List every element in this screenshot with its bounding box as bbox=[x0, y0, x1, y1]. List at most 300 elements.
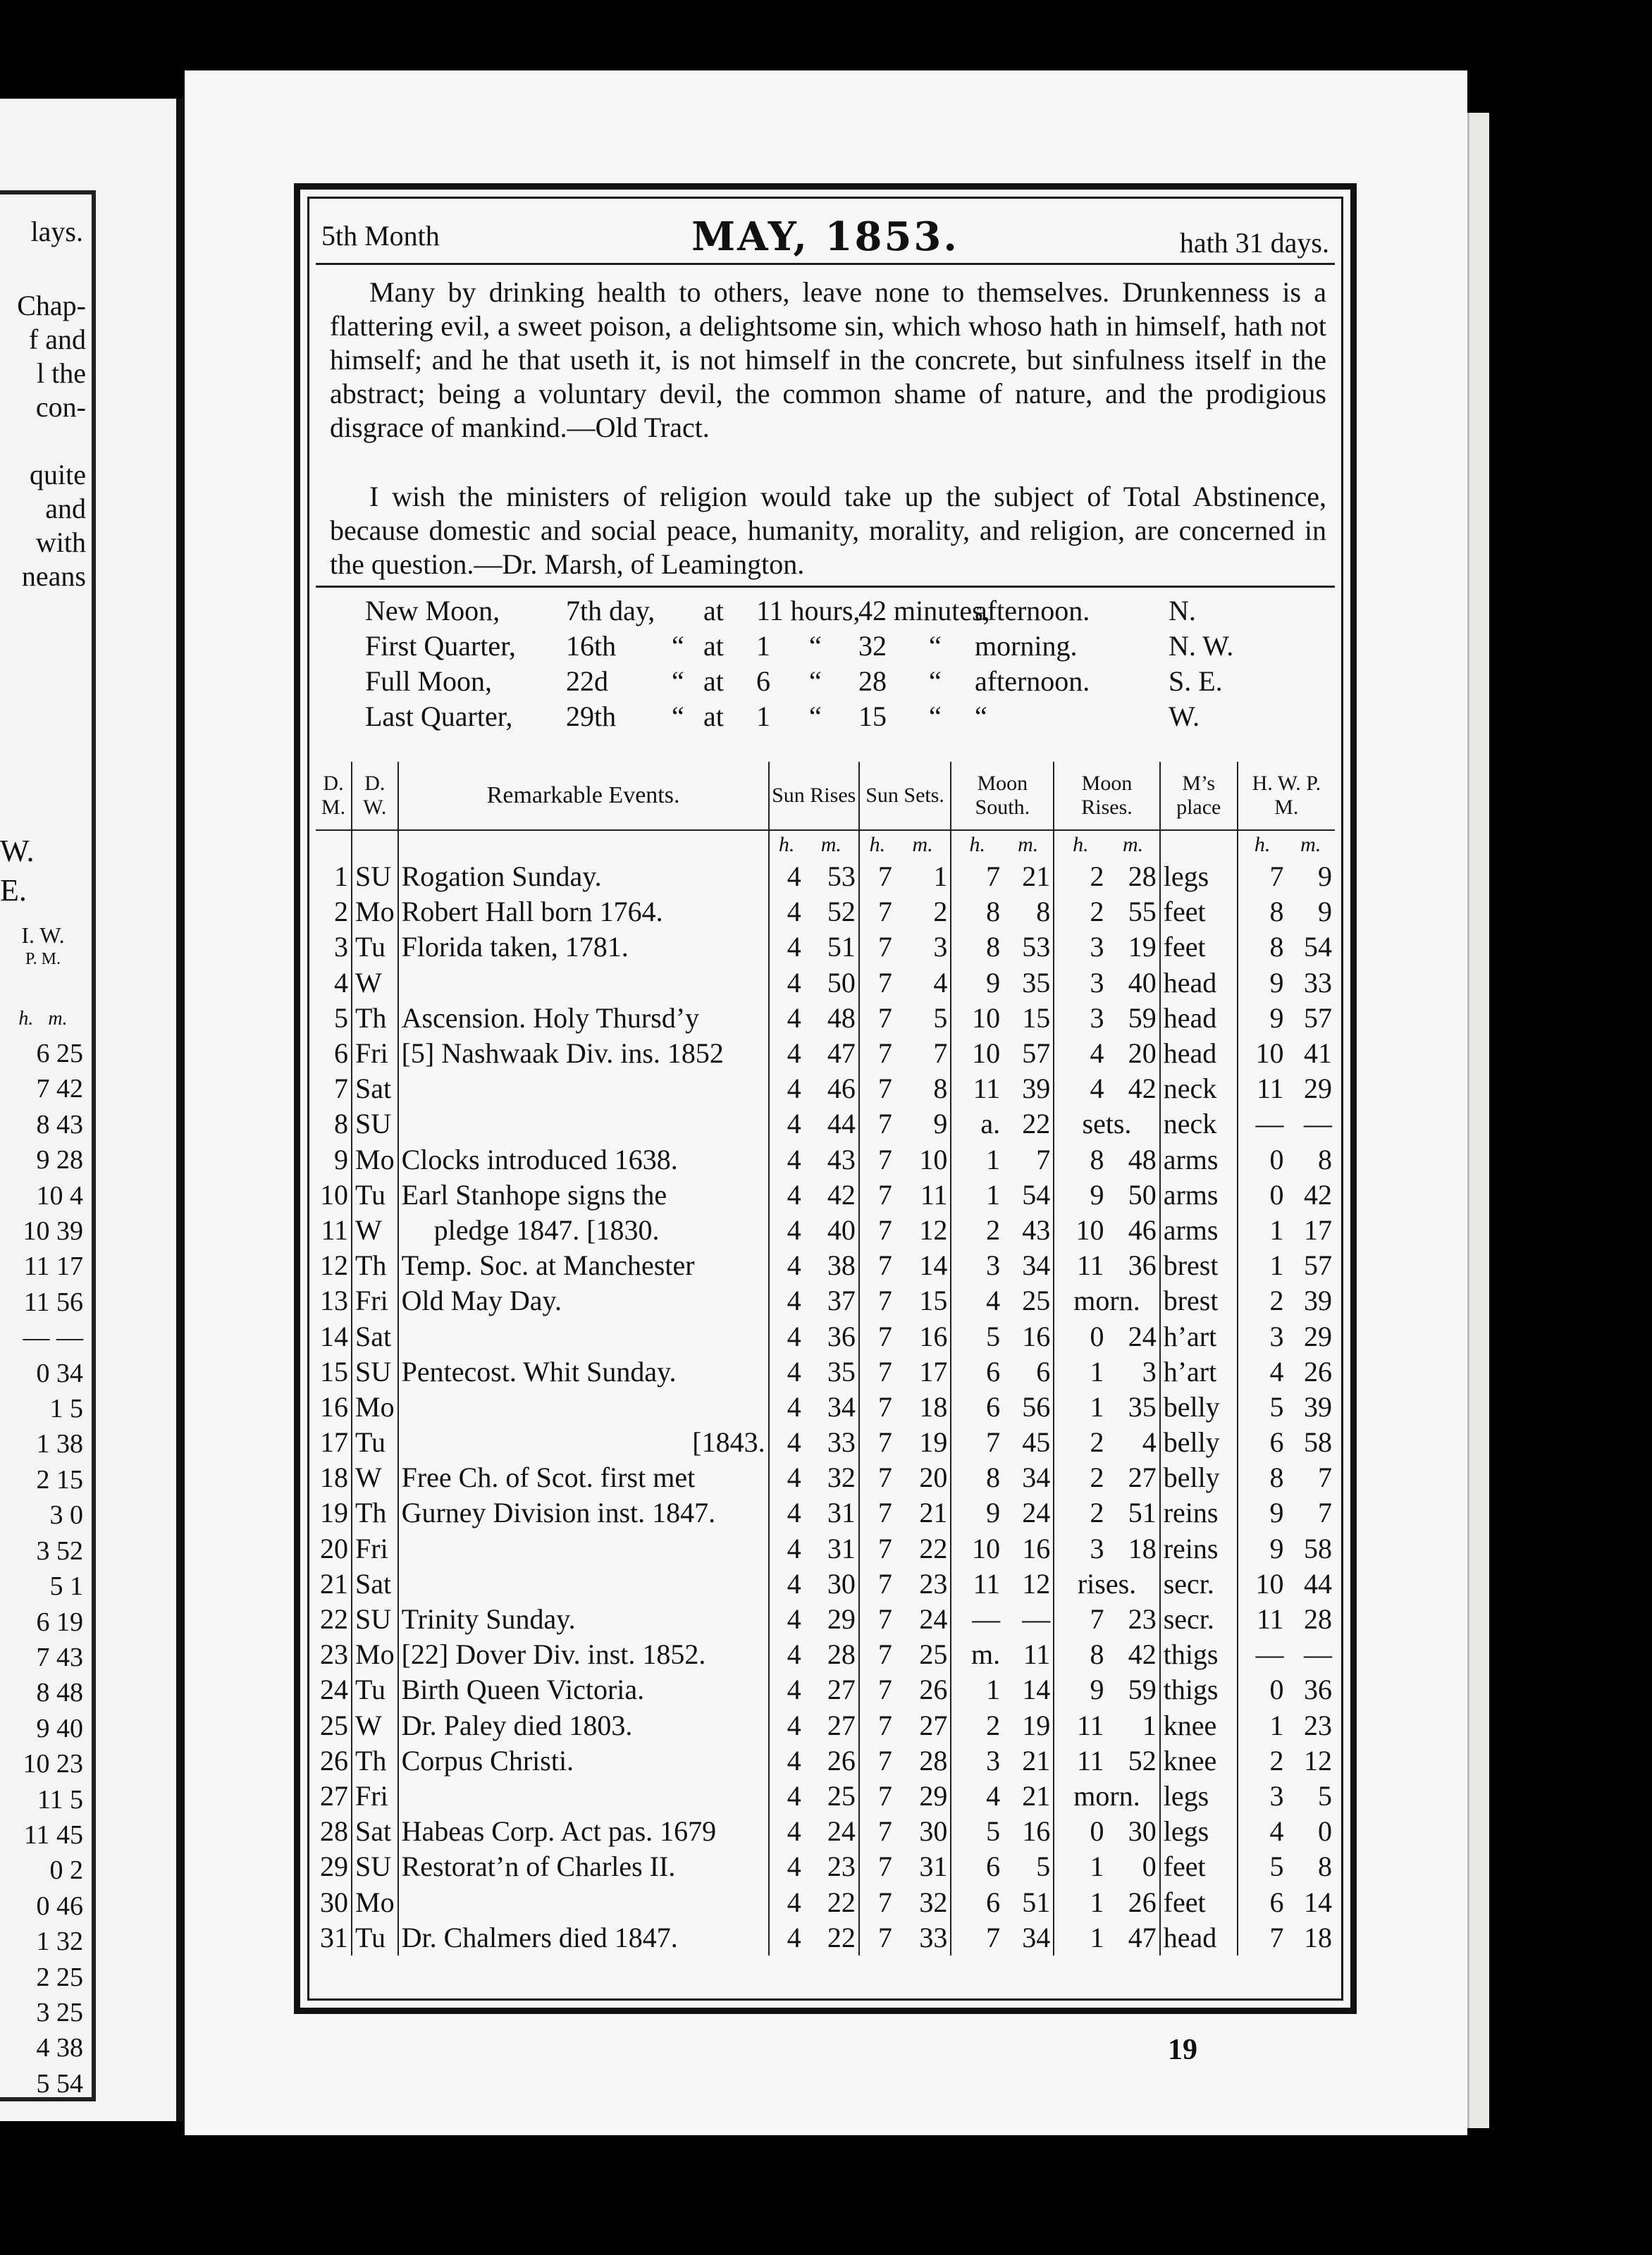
unit-hours-moon-south: h. bbox=[951, 830, 1003, 859]
sun-rises-minutes: 30 bbox=[827, 1567, 856, 1600]
moon-q2: “ bbox=[809, 630, 822, 662]
moon-wind: W. bbox=[1169, 700, 1200, 732]
moon-south-hours: 4 bbox=[951, 1283, 1003, 1318]
moon-rises-minutes: 28 bbox=[1128, 860, 1157, 893]
sun-rises-minutes: 47 bbox=[827, 1037, 856, 1070]
sun-rises-hours: 4 bbox=[769, 1036, 804, 1071]
left-hw-value: 6 19 bbox=[36, 1607, 83, 1637]
sun-rises-minutes: 22 bbox=[827, 1886, 856, 1918]
sun-sets-hours: 7 bbox=[859, 1425, 895, 1460]
moon-rises-hours: 2 bbox=[1054, 1495, 1107, 1531]
table-row bbox=[316, 1743, 1335, 1779]
sun-sets-minutes: 29 bbox=[919, 1779, 948, 1812]
high-water-hours: 3 bbox=[1238, 1318, 1287, 1354]
table-row bbox=[316, 1248, 1335, 1283]
page-header bbox=[321, 214, 1329, 260]
sun-rises-minutes: 32 bbox=[827, 1462, 856, 1494]
sun-rises-minutes: 51 bbox=[827, 931, 856, 963]
units-blank bbox=[398, 830, 769, 859]
moon-min: 15 bbox=[858, 700, 887, 732]
sun-rises-minutes: 40 bbox=[827, 1213, 856, 1246]
sun-sets-hours: 7 bbox=[859, 1213, 895, 1248]
day-of-week: SU bbox=[352, 859, 398, 894]
moon-south-minutes: 39 bbox=[1022, 1073, 1051, 1105]
sun-sets-hours: 7 bbox=[859, 1567, 895, 1602]
book-spine bbox=[176, 99, 183, 2121]
high-water-hours: 8 bbox=[1238, 894, 1287, 929]
high-water-hours: 0 bbox=[1238, 1672, 1287, 1707]
remarkable-event bbox=[398, 1071, 769, 1106]
high-water-minutes: 17 bbox=[1304, 1213, 1332, 1246]
day-of-month: 21 bbox=[320, 1567, 348, 1600]
day-of-week: Sat bbox=[352, 1814, 398, 1849]
left-text-fragments bbox=[0, 289, 86, 593]
unit-minutes-moon-rises: m. bbox=[1123, 833, 1144, 856]
high-water-minutes: 9 bbox=[1318, 860, 1332, 893]
day-of-month: 9 bbox=[334, 1143, 348, 1175]
moon-rises-hours: 0 bbox=[1054, 1318, 1107, 1354]
moon-day: 7th day, bbox=[566, 595, 655, 626]
high-water-hours: 10 bbox=[1238, 1036, 1287, 1071]
sun-sets-hours: 7 bbox=[859, 1390, 895, 1425]
day-of-month: 7 bbox=[334, 1073, 348, 1105]
left-hw-value: 5 1 bbox=[49, 1571, 83, 1602]
moon-south-hours: 5 bbox=[951, 1814, 1003, 1849]
moon-rises-minutes: 48 bbox=[1128, 1143, 1157, 1175]
table-row bbox=[316, 1708, 1335, 1743]
sun-sets-minutes: 23 bbox=[919, 1567, 948, 1600]
col-moon-rises: Moon Rises. bbox=[1054, 762, 1159, 830]
sun-rises-minutes: 28 bbox=[827, 1638, 856, 1671]
sun-rises-minutes: 26 bbox=[827, 1744, 856, 1777]
high-water-minutes: 36 bbox=[1304, 1674, 1332, 1706]
left-hw-value: 2 15 bbox=[36, 1464, 83, 1495]
table-row bbox=[316, 1567, 1335, 1602]
moon-south-hours: 8 bbox=[951, 894, 1003, 929]
days-label: hath 31 days. bbox=[1179, 227, 1329, 259]
sun-rises-minutes: 31 bbox=[827, 1532, 856, 1564]
sun-sets-minutes: 5 bbox=[933, 1001, 948, 1034]
day-of-month: 19 bbox=[320, 1497, 348, 1529]
moon-place: h’art bbox=[1160, 1354, 1238, 1390]
sun-sets-minutes: 2 bbox=[933, 896, 948, 928]
moon-place: arms bbox=[1160, 1142, 1238, 1178]
day-of-week: Mo bbox=[352, 894, 398, 929]
left-mid-fragments bbox=[0, 832, 70, 910]
moon-place: arms bbox=[1160, 1178, 1238, 1213]
moon-q3: “ bbox=[929, 630, 942, 662]
high-water-hours: 7 bbox=[1238, 859, 1287, 894]
remarkable-event bbox=[398, 965, 769, 1001]
sun-sets-hours: 7 bbox=[859, 1849, 895, 1884]
header-rule bbox=[316, 263, 1335, 265]
sun-sets-hours: 7 bbox=[859, 1495, 895, 1531]
left-text-line bbox=[0, 424, 86, 458]
moon-at: at bbox=[703, 595, 724, 626]
remarkable-event: Corpus Christi. bbox=[398, 1743, 769, 1779]
moon-south-hours: 7 bbox=[951, 1920, 1003, 1956]
sun-sets-hours: 7 bbox=[859, 1743, 895, 1779]
moon-rises-hours: 1 bbox=[1054, 1920, 1107, 1956]
moon-south-hours: 10 bbox=[951, 1001, 1003, 1036]
moon-phase: Full Moon, bbox=[365, 665, 493, 697]
sun-sets-hours: 7 bbox=[859, 1920, 895, 1956]
remarkable-event: Gurney Division inst. 1847. bbox=[398, 1495, 769, 1531]
high-water-minutes: 28 bbox=[1304, 1603, 1332, 1636]
unit-hours-sun-rises: h. bbox=[769, 830, 804, 859]
col-moon-place: M’s place bbox=[1160, 762, 1238, 830]
high-water-hours: 0 bbox=[1238, 1142, 1287, 1178]
left-text-line: Chap- bbox=[17, 290, 86, 321]
moon-rises-hours: 1 bbox=[1054, 1849, 1107, 1884]
moon-south-hours: a. bbox=[951, 1106, 1003, 1142]
day-of-week: Th bbox=[352, 1001, 398, 1036]
sun-sets-minutes: 18 bbox=[919, 1390, 948, 1423]
sun-rises-hours: 4 bbox=[769, 1779, 804, 1814]
day-of-week: Sat bbox=[352, 1318, 398, 1354]
sun-sets-minutes: 16 bbox=[919, 1320, 948, 1352]
moon-rises-minutes: 47 bbox=[1128, 1921, 1157, 1953]
remarkable-event: [1843. bbox=[398, 1425, 769, 1460]
table-row bbox=[316, 1920, 1335, 1956]
moon-rises-hours: 1 bbox=[1054, 1884, 1107, 1920]
day-of-week: Tu bbox=[352, 1920, 398, 1956]
sun-sets-minutes: 24 bbox=[919, 1603, 948, 1636]
sun-rises-hours: 4 bbox=[769, 1425, 804, 1460]
moon-phase-row bbox=[365, 629, 1335, 665]
day-of-month: 18 bbox=[320, 1462, 348, 1494]
remarkable-event: Florida taken, 1781. bbox=[398, 929, 769, 965]
units-blank bbox=[316, 830, 352, 859]
day-of-week: Fri bbox=[352, 1283, 398, 1318]
high-water-hours: 5 bbox=[1238, 1390, 1287, 1425]
day-of-week: W bbox=[352, 1708, 398, 1743]
moon-min: 42 minutes, bbox=[858, 595, 990, 626]
moon-rises-hours: morn. bbox=[1054, 1283, 1159, 1318]
remarkable-event: Earl Stanhope signs the bbox=[398, 1178, 769, 1213]
remarkable-event bbox=[398, 1390, 769, 1425]
high-water-minutes: 29 bbox=[1304, 1320, 1332, 1352]
moon-place: belly bbox=[1160, 1390, 1238, 1425]
moon-place: thigs bbox=[1160, 1637, 1238, 1672]
sun-rises-hours: 4 bbox=[769, 1567, 804, 1602]
table-row bbox=[316, 1425, 1335, 1460]
left-hw-value: 0 2 bbox=[49, 1855, 83, 1886]
day-of-week: SU bbox=[352, 1849, 398, 1884]
day-of-month: 1 bbox=[334, 860, 348, 893]
sun-sets-hours: 7 bbox=[859, 1001, 895, 1036]
paragraph-temperance-2: I wish the ministers of religion would take up the subject of Total Abstinence, because domestic and social peace, humanity, morality, and religion, are concerned in the question.—Dr. Marsh, of Leamington. bbox=[330, 481, 1326, 580]
moon-south-hours: 2 bbox=[951, 1213, 1003, 1248]
moon-place: feet bbox=[1160, 1884, 1238, 1920]
moon-south-minutes: 34 bbox=[1022, 1921, 1051, 1953]
table-row bbox=[316, 1213, 1335, 1248]
moon-wind: S. E. bbox=[1169, 665, 1223, 697]
high-water-hours: 9 bbox=[1238, 965, 1287, 1001]
moon-rises-minutes: 42 bbox=[1128, 1073, 1157, 1105]
unit-hours-hw: h. bbox=[1238, 830, 1287, 859]
unit-hours-moon-rises: h. bbox=[1054, 830, 1107, 859]
units-blank bbox=[352, 830, 398, 859]
moon-rises-hours: 11 bbox=[1054, 1248, 1107, 1283]
high-water-minutes: 58 bbox=[1304, 1426, 1332, 1459]
moon-rises-minutes: 55 bbox=[1128, 896, 1157, 928]
high-water-minutes: 26 bbox=[1304, 1355, 1332, 1388]
sun-rises-minutes: 31 bbox=[827, 1497, 856, 1529]
left-text-line: with bbox=[35, 526, 86, 558]
sun-rises-hours: 4 bbox=[769, 1354, 804, 1390]
moon-wind: N. W. bbox=[1169, 630, 1234, 662]
high-water-minutes: 5 bbox=[1318, 1779, 1332, 1812]
day-of-week: Tu bbox=[352, 1672, 398, 1707]
moon-place: head bbox=[1160, 965, 1238, 1001]
table-row bbox=[316, 1390, 1335, 1425]
sun-rises-minutes: 44 bbox=[827, 1108, 856, 1140]
sun-sets-hours: 7 bbox=[859, 965, 895, 1001]
sun-sets-minutes: 25 bbox=[919, 1638, 948, 1671]
page-content bbox=[316, 205, 1335, 1992]
previous-page bbox=[0, 99, 176, 2121]
moon-phase: New Moon, bbox=[365, 595, 500, 626]
moon-south-hours: m. bbox=[951, 1637, 1003, 1672]
moon-south-minutes: 22 bbox=[1022, 1108, 1051, 1140]
sun-sets-minutes: 7 bbox=[933, 1037, 948, 1070]
moon-phases bbox=[365, 594, 1335, 749]
sun-sets-hours: 7 bbox=[859, 1248, 895, 1283]
moon-rises-minutes: 20 bbox=[1128, 1037, 1157, 1070]
high-water-hours: 8 bbox=[1238, 929, 1287, 965]
sun-sets-hours: 7 bbox=[859, 1672, 895, 1707]
day-of-month: 23 bbox=[320, 1638, 348, 1671]
moon-at: at bbox=[703, 700, 724, 732]
day-of-week: W bbox=[352, 965, 398, 1001]
moon-q3: “ bbox=[929, 700, 942, 732]
table-row bbox=[316, 1814, 1335, 1849]
high-water-minutes: 9 bbox=[1318, 896, 1332, 928]
sun-sets-minutes: 20 bbox=[919, 1462, 948, 1494]
day-of-month: 5 bbox=[334, 1001, 348, 1034]
sun-sets-minutes: 28 bbox=[919, 1744, 948, 1777]
sun-sets-hours: 7 bbox=[859, 929, 895, 965]
high-water-hours: 11 bbox=[1238, 1602, 1287, 1637]
moon-south-hours: 9 bbox=[951, 965, 1003, 1001]
moon-rises-minutes: 42 bbox=[1128, 1638, 1157, 1671]
left-mid-line: W. bbox=[0, 834, 35, 868]
high-water-minutes: 39 bbox=[1304, 1285, 1332, 1317]
moon-south-hours: 7 bbox=[951, 1425, 1003, 1460]
moon-rises-minutes: 1 bbox=[1142, 1709, 1157, 1741]
moon-south-minutes: 34 bbox=[1022, 1462, 1051, 1494]
moon-rises-minutes: 19 bbox=[1128, 931, 1157, 963]
high-water-minutes: 12 bbox=[1304, 1744, 1332, 1777]
moon-hour: 11 hours, bbox=[756, 595, 861, 626]
left-hw-value: 0 46 bbox=[36, 1891, 83, 1921]
moon-q2: “ bbox=[809, 665, 822, 697]
moon-place: reins bbox=[1160, 1495, 1238, 1531]
remarkable-event: Ascension. Holy Thursd’y bbox=[398, 1001, 769, 1036]
moon-rises-minutes: 3 bbox=[1142, 1355, 1157, 1388]
moon-rises-hours: 7 bbox=[1054, 1602, 1107, 1637]
moon-wind: N. bbox=[1169, 595, 1196, 626]
sun-rises-hours: 4 bbox=[769, 1637, 804, 1672]
high-water-minutes: 39 bbox=[1304, 1390, 1332, 1423]
moon-south-hours: 4 bbox=[951, 1779, 1003, 1814]
day-of-week: SU bbox=[352, 1106, 398, 1142]
moon-south-hours: 1 bbox=[951, 1178, 1003, 1213]
moon-south-minutes: — bbox=[1022, 1603, 1051, 1636]
day-of-week: Th bbox=[352, 1248, 398, 1283]
moon-rises-minutes: 0 bbox=[1142, 1851, 1157, 1883]
moon-rises-hours: 3 bbox=[1054, 929, 1107, 965]
table-row bbox=[316, 1106, 1335, 1142]
sun-rises-hours: 4 bbox=[769, 929, 804, 965]
unit-minutes-hw: m. bbox=[1300, 833, 1321, 856]
moon-place: neck bbox=[1160, 1071, 1238, 1106]
high-water-minutes: — bbox=[1304, 1108, 1332, 1140]
day-of-month: 3 bbox=[334, 931, 348, 963]
sun-sets-hours: 7 bbox=[859, 1602, 895, 1637]
moon-place: belly bbox=[1160, 1460, 1238, 1495]
left-text-line: f and bbox=[28, 323, 86, 355]
left-hw-value: 11 5 bbox=[37, 1784, 83, 1815]
remarkable-event: Robert Hall born 1764. bbox=[398, 894, 769, 929]
remarkable-event: [22] Dover Div. inst. 1852. bbox=[398, 1637, 769, 1672]
moon-rises-hours: 2 bbox=[1054, 1425, 1107, 1460]
sun-sets-minutes: 26 bbox=[919, 1674, 948, 1706]
day-of-month: 16 bbox=[320, 1390, 348, 1423]
sun-rises-minutes: 27 bbox=[827, 1674, 856, 1706]
moon-south-hours: 9 bbox=[951, 1495, 1003, 1531]
sun-rises-minutes: 22 bbox=[827, 1921, 856, 1953]
sun-sets-minutes: 3 bbox=[933, 931, 948, 963]
left-text-line: and bbox=[45, 493, 86, 524]
day-of-week: Sat bbox=[352, 1567, 398, 1602]
high-water-hours: 9 bbox=[1238, 1531, 1287, 1567]
sun-sets-minutes: 12 bbox=[919, 1213, 948, 1246]
sun-sets-minutes: 10 bbox=[919, 1143, 948, 1175]
sun-rises-hours: 4 bbox=[769, 1283, 804, 1318]
moon-rises-hours: 4 bbox=[1054, 1036, 1107, 1071]
day-of-month: 15 bbox=[320, 1355, 348, 1388]
moon-place: head bbox=[1160, 1036, 1238, 1071]
sun-rises-hours: 4 bbox=[769, 1531, 804, 1567]
sun-sets-minutes: 27 bbox=[919, 1709, 948, 1741]
moon-south-minutes: 5 bbox=[1036, 1851, 1051, 1883]
sun-rises-minutes: 24 bbox=[827, 1815, 856, 1848]
sun-rises-hours: 4 bbox=[769, 1142, 804, 1178]
moon-place: legs bbox=[1160, 1779, 1238, 1814]
high-water-hours: 11 bbox=[1238, 1071, 1287, 1106]
remarkable-event bbox=[398, 1531, 769, 1567]
sun-sets-hours: 7 bbox=[859, 1106, 895, 1142]
moon-south-hours: 6 bbox=[951, 1390, 1003, 1425]
sun-rises-hours: 4 bbox=[769, 1001, 804, 1036]
day-of-month: 28 bbox=[320, 1815, 348, 1848]
moon-south-hours: 1 bbox=[951, 1142, 1003, 1178]
sun-sets-minutes: 30 bbox=[919, 1815, 948, 1848]
day-of-week: Mo bbox=[352, 1142, 398, 1178]
moon-q1: “ bbox=[672, 630, 684, 662]
moon-at: at bbox=[703, 665, 724, 697]
day-of-month: 4 bbox=[334, 966, 348, 999]
sun-rises-minutes: 27 bbox=[827, 1709, 856, 1741]
moon-at: at bbox=[703, 630, 724, 662]
remarkable-event: Free Ch. of Scot. first met bbox=[398, 1460, 769, 1495]
day-of-month: 14 bbox=[320, 1320, 348, 1352]
col-day-of-month: D. M. bbox=[316, 762, 352, 830]
moon-rises-hours: 0 bbox=[1054, 1814, 1107, 1849]
sun-rises-minutes: 23 bbox=[827, 1851, 856, 1883]
moon-place: legs bbox=[1160, 859, 1238, 894]
moon-q1: “ bbox=[672, 700, 684, 732]
moon-rises-hours: 3 bbox=[1054, 965, 1107, 1001]
left-hw-value: 3 0 bbox=[49, 1500, 83, 1531]
day-of-month: 25 bbox=[320, 1709, 348, 1741]
moon-q1: “ bbox=[672, 665, 684, 697]
high-water-minutes: 57 bbox=[1304, 1249, 1332, 1282]
day-of-month: 11 bbox=[321, 1213, 348, 1246]
left-hw-value: 10 23 bbox=[23, 1749, 83, 1779]
left-text-line: l the bbox=[37, 357, 86, 389]
table-row bbox=[316, 1849, 1335, 1884]
moon-place: brest bbox=[1160, 1283, 1238, 1318]
high-water-hours: 9 bbox=[1238, 1495, 1287, 1531]
col-sun-sets: Sun Sets. bbox=[859, 762, 951, 830]
day-of-month: 12 bbox=[320, 1249, 348, 1282]
sun-sets-minutes: 8 bbox=[933, 1073, 948, 1105]
moon-rises-hours: 4 bbox=[1054, 1071, 1107, 1106]
high-water-hours: 2 bbox=[1238, 1283, 1287, 1318]
moon-phase-row bbox=[365, 594, 1335, 629]
sun-sets-hours: 7 bbox=[859, 1142, 895, 1178]
remarkable-event: Birth Queen Victoria. bbox=[398, 1672, 769, 1707]
table-row bbox=[316, 1178, 1335, 1213]
sun-rises-hours: 4 bbox=[769, 1248, 804, 1283]
high-water-hours: 0 bbox=[1238, 1178, 1287, 1213]
moon-south-minutes: 21 bbox=[1022, 1744, 1051, 1777]
sun-rises-hours: 4 bbox=[769, 894, 804, 929]
sun-sets-minutes: 33 bbox=[919, 1921, 948, 1953]
table-row bbox=[316, 1001, 1335, 1036]
col-remarkable-events: Remarkable Events. bbox=[398, 762, 769, 830]
day-of-month: 17 bbox=[320, 1426, 348, 1459]
moon-place: secr. bbox=[1160, 1602, 1238, 1637]
day-of-week: Fri bbox=[352, 1531, 398, 1567]
table-row bbox=[316, 1779, 1335, 1814]
moon-rises-hours: 8 bbox=[1054, 1637, 1107, 1672]
sun-rises-minutes: 42 bbox=[827, 1178, 856, 1211]
sun-sets-hours: 7 bbox=[859, 1637, 895, 1672]
table-row bbox=[316, 1531, 1335, 1567]
moon-south-minutes: 16 bbox=[1022, 1815, 1051, 1848]
day-of-month: 6 bbox=[334, 1037, 348, 1070]
high-water-minutes: 57 bbox=[1304, 1001, 1332, 1034]
high-water-minutes: 0 bbox=[1318, 1815, 1332, 1848]
left-hw-value: 8 48 bbox=[36, 1678, 83, 1708]
moon-place: reins bbox=[1160, 1531, 1238, 1567]
moon-rises-minutes: 35 bbox=[1128, 1390, 1157, 1423]
left-text-line: neans bbox=[21, 560, 86, 592]
sun-sets-hours: 7 bbox=[859, 1460, 895, 1495]
left-hw-value: 0 34 bbox=[36, 1358, 83, 1388]
sun-sets-minutes: 17 bbox=[919, 1355, 948, 1388]
left-hw-value: 3 25 bbox=[36, 1997, 83, 2027]
moon-place: brest bbox=[1160, 1248, 1238, 1283]
high-water-hours: 3 bbox=[1238, 1779, 1287, 1814]
high-water-hours: 1 bbox=[1238, 1213, 1287, 1248]
moon-place: neck bbox=[1160, 1106, 1238, 1142]
sun-sets-hours: 7 bbox=[859, 1354, 895, 1390]
